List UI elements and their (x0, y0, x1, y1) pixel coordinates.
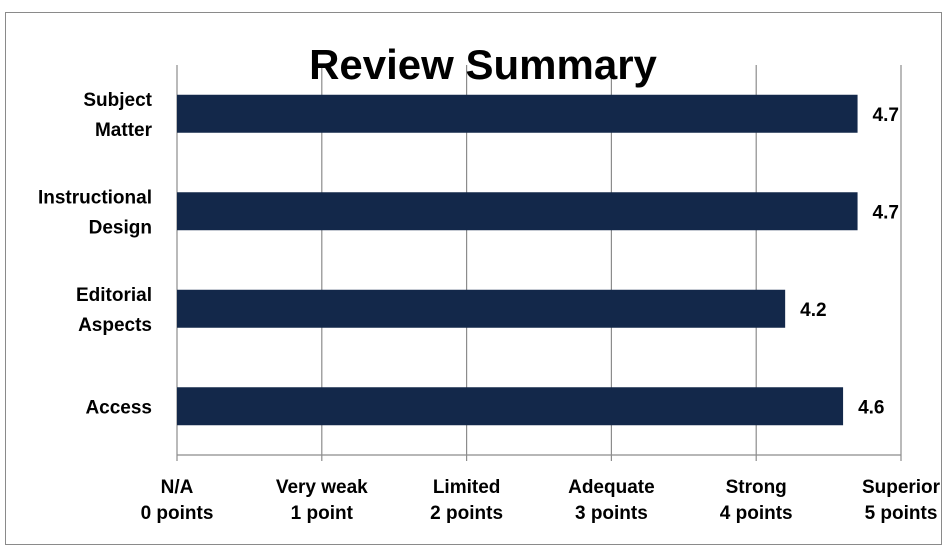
chart-title: Review Summary (309, 41, 657, 88)
bar (177, 387, 843, 425)
x-tick-label: Very weak 1 point (275, 477, 368, 524)
data-label: 4.6 (858, 397, 885, 419)
category-label: Instructional Design (37, 187, 152, 239)
data-label: 4.7 (872, 202, 899, 224)
x-tick-label: Adequate 3 points (568, 477, 655, 524)
category-label: Subject Matter (83, 89, 152, 141)
bar (177, 192, 858, 230)
category-label: Editorial Aspects (75, 284, 152, 336)
category-label: Access (85, 397, 152, 419)
bar (177, 290, 785, 328)
data-label: 4.2 (800, 299, 827, 321)
bars (177, 95, 858, 426)
x-tick-label: Strong 4 points (719, 477, 793, 524)
x-tick-label: Superior 5 points (861, 477, 941, 524)
x-tick-label: N/A 0 points (140, 477, 214, 524)
data-label: 4.7 (872, 104, 899, 126)
bar (177, 95, 858, 133)
x-tick-label: Limited 2 points (430, 477, 504, 524)
